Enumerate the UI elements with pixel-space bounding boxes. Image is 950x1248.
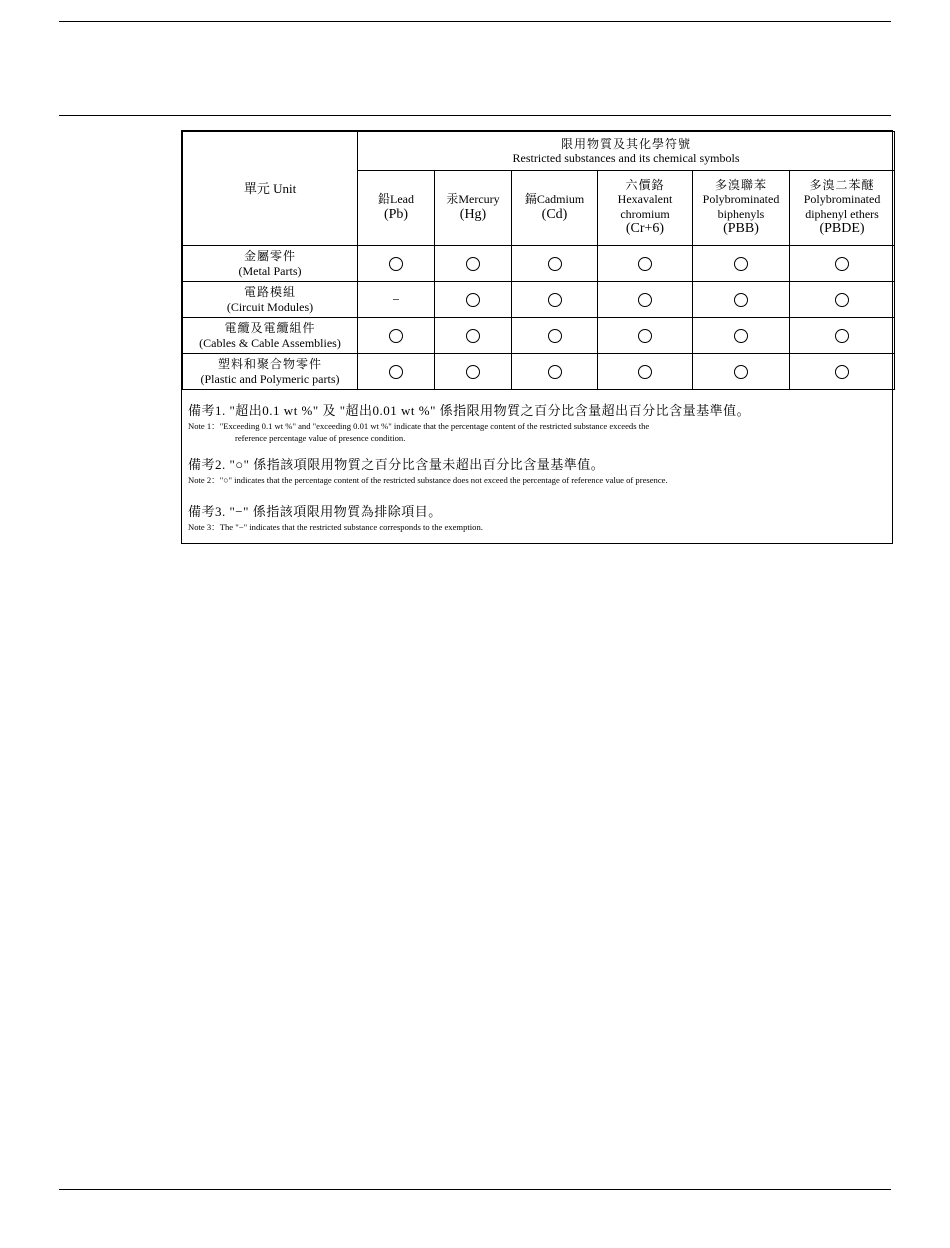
column-pbde-symbol: (PBDE) <box>819 221 865 237</box>
status-mark <box>638 293 652 307</box>
status-mark <box>638 365 652 379</box>
header-rule <box>59 115 891 116</box>
column-cadmium-zh: 鎘 <box>524 192 537 207</box>
note-1-en-line2: reference percentage value of presence condition. <box>235 432 406 443</box>
note-1-zh: 備考1. "超出0.1 wt %" 及 "超出0.01 wt %" 係指限用物質之百分比含量超出百分比含量基準值。 <box>188 403 751 418</box>
footer-rule <box>59 1189 891 1190</box>
row-label-zh: 金屬零件 <box>243 249 296 264</box>
mark-cell <box>693 246 790 282</box>
column-chromium-en2: chromium <box>620 206 670 221</box>
table-row <box>183 282 895 318</box>
status-mark <box>734 293 748 307</box>
column-lead-symbol: (Pb) <box>383 206 409 222</box>
substances-header-en: Restricted substances and its chemical symbols <box>512 151 740 165</box>
mark-cell <box>512 282 598 318</box>
note-1 <box>188 400 884 444</box>
row-label-circuit-modules <box>183 282 358 318</box>
unit-label: 單元 Unit <box>243 180 297 196</box>
mark-cell <box>512 318 598 354</box>
column-pbb-en2: biphenyls <box>717 206 765 221</box>
mark-cell <box>790 246 895 282</box>
status-mark <box>466 365 480 379</box>
note-3-zh: 備考3. "−" 係指該項限用物質為排除項目。 <box>188 503 442 519</box>
substances-header-zh: 限用物質及其化學符號 <box>561 136 692 151</box>
column-pbb-symbol: (PBB) <box>723 221 759 237</box>
unit-header-cell <box>183 132 358 246</box>
column-pbde <box>790 171 895 246</box>
mark-cell <box>598 246 693 282</box>
row-label-en: (Plastic and Polymeric parts) <box>200 371 340 386</box>
rohs-table-box <box>181 130 893 544</box>
column-chromium-zh: 六價鉻 <box>625 178 665 193</box>
mark-cell <box>435 354 512 390</box>
column-pbde-en2: diphenyl ethers <box>805 206 879 221</box>
column-chromium-symbol: (Cr+6) <box>625 221 665 237</box>
note-3-en: Note 3：The "−" indicates that the restricted substance corresponds to the exemption. <box>188 521 483 532</box>
column-pbb <box>693 171 790 246</box>
status-mark <box>835 257 849 271</box>
note-2-zh: 備考2. "○" 係指該項限用物質之百分比含量未超出百分比含量基準值。 <box>188 457 605 473</box>
status-mark <box>734 365 748 379</box>
row-label-cables <box>183 318 358 354</box>
mark-cell <box>693 318 790 354</box>
mark-cell <box>790 282 895 318</box>
mark-cell <box>358 318 435 354</box>
mark-cell <box>598 354 693 390</box>
status-mark <box>734 257 748 271</box>
status-mark <box>548 365 562 379</box>
status-mark <box>835 365 849 379</box>
status-mark <box>389 257 403 271</box>
mark-cell <box>358 354 435 390</box>
row-label-en: (Circuit Modules) <box>226 299 314 314</box>
status-mark <box>734 329 748 343</box>
row-label-en: (Metal Parts) <box>238 263 302 278</box>
column-lead-en: Lead <box>390 192 414 207</box>
status-mark <box>466 329 480 343</box>
mark-cell <box>435 318 512 354</box>
column-mercury-symbol: (Hg) <box>459 206 487 222</box>
table-row <box>183 246 895 282</box>
mark-cell <box>358 246 435 282</box>
column-pbb-zh: 多溴聯苯 <box>714 178 767 193</box>
column-cadmium <box>512 171 598 246</box>
status-mark: − <box>392 291 400 307</box>
mark-cell <box>358 282 435 318</box>
status-mark <box>548 257 562 271</box>
note-2-en: Note 2："○" indicates that the percentage content of the restricted substance does not exceed the percentage of reference value of presence. <box>188 475 668 486</box>
note-1-en-line1: Note 1："Exceeding 0.1 wt %" and "exceeding 0.01 wt %" indicate that the percentage content of the restricted substance exceeds the <box>188 421 650 431</box>
column-pbde-zh: 多溴二苯醚 <box>809 178 875 193</box>
column-pbde-en1: Polybrominated <box>803 192 881 207</box>
table-row <box>183 354 895 390</box>
mark-cell <box>693 354 790 390</box>
status-mark <box>548 329 562 343</box>
column-pbb-en1: Polybrominated <box>702 192 780 207</box>
status-mark <box>466 293 480 307</box>
note-2 <box>188 454 884 487</box>
status-mark <box>389 329 403 343</box>
status-mark <box>835 293 849 307</box>
row-label-en: (Cables & Cable Assemblies) <box>199 335 341 350</box>
column-hexavalent-chromium <box>598 171 693 246</box>
status-mark <box>835 329 849 343</box>
top-rule <box>59 21 891 22</box>
status-mark <box>548 293 562 307</box>
mark-cell <box>512 354 598 390</box>
status-mark <box>389 365 403 379</box>
status-mark <box>466 257 480 271</box>
note-3 <box>188 501 884 534</box>
row-label-zh: 電纜及電纜組件 <box>224 321 316 336</box>
column-mercury-en: Mercury <box>458 192 500 207</box>
table-row <box>183 318 895 354</box>
rohs-table <box>182 131 895 390</box>
mark-cell <box>790 354 895 390</box>
column-mercury-zh: 汞 <box>446 192 459 207</box>
column-chromium-en1: Hexavalent <box>617 192 673 207</box>
status-mark <box>638 329 652 343</box>
row-label-zh: 電路模組 <box>243 285 296 300</box>
mark-cell <box>598 318 693 354</box>
status-mark <box>638 257 652 271</box>
column-cadmium-en: Cadmium <box>536 192 585 207</box>
column-lead <box>358 171 435 246</box>
mark-cell <box>598 282 693 318</box>
mark-cell <box>512 246 598 282</box>
row-label-metal-parts <box>183 246 358 282</box>
column-cadmium-symbol: (Cd) <box>541 206 568 222</box>
substances-header-cell <box>358 132 895 171</box>
column-mercury <box>435 171 512 246</box>
row-label-zh: 塑料和聚合物零件 <box>217 357 322 372</box>
mark-cell <box>435 246 512 282</box>
notes-section <box>182 390 892 533</box>
mark-cell <box>693 282 790 318</box>
column-lead-zh: 鉛 <box>378 192 391 207</box>
mark-cell <box>435 282 512 318</box>
row-label-plastic-parts <box>183 354 358 390</box>
mark-cell <box>790 318 895 354</box>
